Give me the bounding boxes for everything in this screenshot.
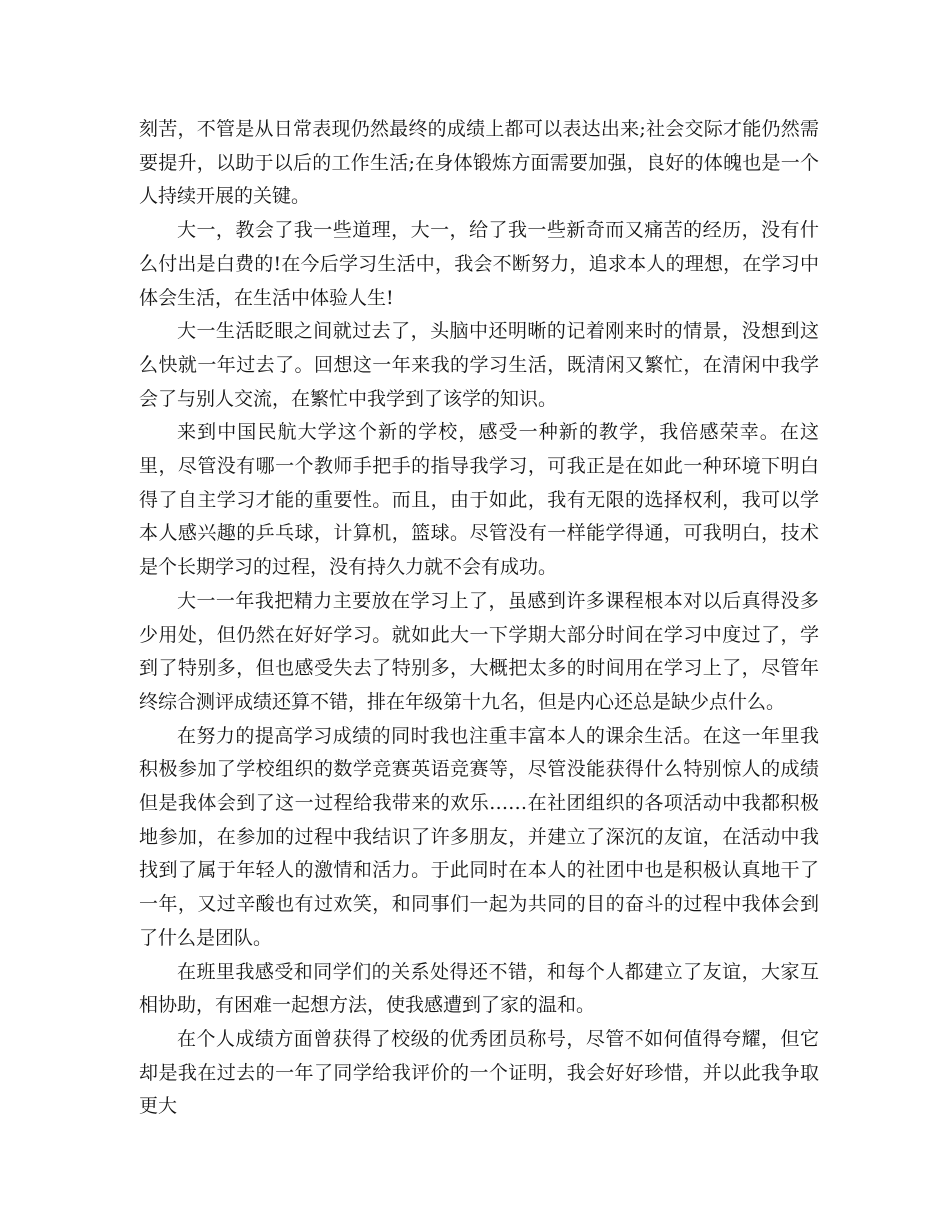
paragraph-6: 在努力的提高学习成绩的同时我也注重丰富本人的课余生活。在这一年里我积极参加了学校组织的数学竞赛英语竞赛等，尽管没能获得什么特别惊人的成绩但是我体会到了这一过程给我带来的欢乐……在社团组织的各项活动中我都积极地参加，在参加的过程中我结识了许多朋友，并建立了深沉的友谊，在活动中我找到了属于年轻人的激情和活力。于此同时在本人的社团中也是积极认真地干了一年，又过辛酸也有过欢笑，和同事们一起为共同的目的奋斗的过程中我体会到了什么是团队。 (139, 724, 819, 949)
paragraph-3: 大一生活眨眼之间就过去了，头脑中还明晰的记着刚来时的情景，没想到这么快就一年过去了。回想这一年来我的学习生活，既清闲又繁忙，在清闲中我学会了与别人交流，在繁忙中我学到了该学的知识。 (139, 320, 819, 410)
paragraph-2: 大一，教会了我一些道理，大一，给了我一些新奇而又痛苦的经历，没有什么付出是白费的!在今后学习生活中，我会不断努力，追求本人的理想，在学习中体会生活，在生活中体验人生! (139, 219, 819, 309)
paragraph-7: 在班里我感受和同学们的关系处得还不错，和每个人都建立了友谊，大家互相协助，有困难一起想方法，使我感遭到了家的温和。 (139, 960, 819, 1017)
paragraph-8: 在个人成绩方面曾获得了校级的优秀团员称号，尽管不如何值得夸耀，但它却是我在过去的一年了同学给我评价的一个证明，我会好好珍惜，并以此我争取更大 (139, 1027, 819, 1118)
paragraph-5: 大一一年我把精力主要放在学习上了，虽感到许多课程根本对以后真得没多少用处，但仍然在好好学习。就如此大一下学期大部分时间在学习中度过了，学到了特别多，但也感受失去了特别多，大概把太多的时间用在学习上了，尽管年终综合测评成绩还算不错，排在年级第十九名，但是内心还总是缺少点什么。 (139, 589, 819, 713)
paragraph-1: 刻苦，不管是从日常表现仍然最终的成绩上都可以表达出来;社会交际才能仍然需要提升，以助于以后的工作生活;在身体锻炼方面需要加强，良好的体魄也是一个人持续开展的关键。 (139, 118, 819, 208)
document-body (139, 113, 819, 1124)
paragraph-4: 来到中国民航大学这个新的学校，感受一种新的教学，我倍感荣幸。在这里，尽管没有哪一个教师手把手的指导我学习，可我正是在如此一种环境下明白得了自主学习才能的重要性。而且，由于如此，我有无限的选择权利，我可以学本人感兴趣的乒乓球，计算机，篮球。尽管没有一样能学得通，可我明白，技术是个长期学习的过程，没有持久力就不会有成功。 (139, 421, 819, 579)
